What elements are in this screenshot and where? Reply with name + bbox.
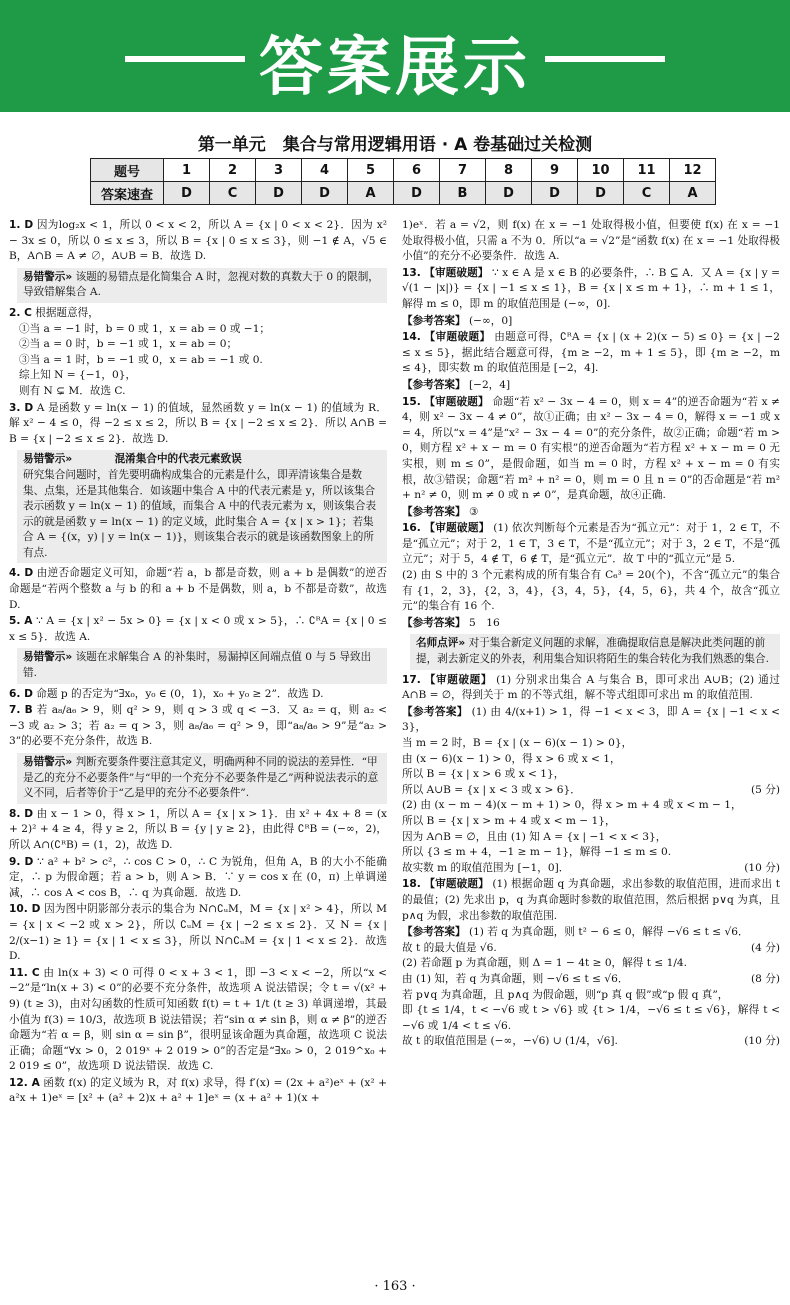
reference-answer-14 (402, 378, 780, 394)
question-number-label: 6. D (9, 687, 33, 700)
solution-text: A 是函数 y = ln(x − 1) 的值域，显然函数 y = ln(x − 1) 的值域为 R．解 x² − 4 ≤ 0，得 −2 ≤ x ≤ 2，所以 B = {x | −2 ≤ x ≤ 2}．所以 A∩B = B = {x | −2 ≤ x ≤ 2}．故选 D. (9, 401, 387, 445)
question-number-label: 14. (402, 331, 421, 344)
question-number: 2 (210, 159, 256, 182)
solution-text: (1) 根据命题 q 为真命题，求出参数的取值范围，进而求出 t 的最值；(2) 先求出 p，q 为真命题时参数的取值范围，然后根据 p∨q 为真，且 p∧q 为假，求出参数的取值范围. (402, 878, 781, 922)
answer-tag: 【参考答案】 (402, 705, 468, 718)
solution-4 (9, 566, 387, 613)
answer-value: 5 16 (468, 616, 500, 629)
solution-line: 所以 B = {x | x > m + 4 或 x < m − 1}， (402, 814, 616, 827)
solution-line: ①当 a = −1 时，b = 0 或 1，x = ab = 0 或 −1； (19, 322, 271, 335)
solution-line: ②当 a = 0 时，b = −1 或 1，x = ab = 0； (19, 338, 238, 351)
answer-letter: D (532, 182, 578, 205)
header-banner (0, 0, 790, 112)
answer-letter: A (348, 182, 394, 205)
answer-key-answer-row (91, 182, 716, 205)
note-heading: 易错警示» 混淆集合中的代表元素致误 (23, 453, 242, 466)
solution-text: ∵ A = {x | x² − 5x > 0} = {x | x < 0 或 x > 5}，∴ ∁ᴿA = {x | 0 ≤ x ≤ 5}．故选 A. (9, 615, 387, 643)
solution-line-text: 所以 A∪B = {x | x < 3 或 x > 6}． (402, 783, 581, 796)
solution-8 (9, 807, 387, 854)
solution-12-continued: 1)eˣ．若 a = √2，则 f(x) 在 x = −1 处取得极小值，但要使 f(x) 在 x = −1 处取得极小值，只需 a 不为 0．所以“a = √2”是“函数 f(x) 在 x = −1 处取得极小值”的充分不必要条件．故选 A. (402, 219, 780, 263)
answer-key-number-row (91, 159, 716, 182)
note-heading: 易错警示» (23, 756, 73, 768)
question-number: 1 (164, 159, 210, 182)
question-number: 9 (532, 159, 578, 182)
error-warning-note (17, 268, 387, 303)
solution-line (402, 1034, 780, 1050)
solution-line-text: 故 t 的最大值是 √6. (402, 941, 497, 954)
question-number: 12 (670, 159, 716, 182)
question-number: 6 (394, 159, 440, 182)
points-label: (10 分) (744, 1035, 780, 1048)
question-number-label: 5. A (9, 615, 33, 628)
solution-text: 由 x − 1 > 0，得 x > 1，所以 A = {x | x > 1}．由 x² + 4x + 8 = (x + 2)² + 4 ≥ 4，得 y ≥ 2，所以 B = {y | y ≥ 2}，由此得 ∁ᴿB = (−∞，2)，所以 A∩(∁ᴿB) = (1，2)，故选 D. (9, 807, 387, 851)
question-number-label: 8. D (9, 807, 34, 820)
answer-letter: C (624, 182, 670, 205)
teacher-comment-note (410, 634, 780, 669)
solution-12 (9, 1076, 387, 1107)
question-number: 10 (578, 159, 624, 182)
solution-text: 命题“若 x² − 3x − 4 = 0，则 x = 4”的逆否命题为“若 x ≠ 4，则 x² − 3x − 4 ≠ 0”，故①正确；由 x² − 3x − 4 = 0，解得 x = −1 或 x = 4，所以“x = 4”是“x² − 3x − 4 = 0”的充分条件，故②正确；命题“若 m > 0，则方程 x² + x − m = 0 有实根”的逆否命题为“若方程 x² + x − m = 0 无实根，则 m ≤ 0”，是假命题，如当 m = 0 时，方程 x² + x − m = 0 有实根，故③错误；命题“若 m² + n² = 0，则 m = 0 且 n = 0”的否命题是“若 m² + n² ≠ 0，则 m ≠ 0 或 n ≠ 0”，是真命题，故④正确. (402, 395, 780, 502)
answer-tag: 【参考答案】 (402, 314, 466, 327)
note-text: 对于集合新定义问题的求解，准确提取信息是解决此类问题的前提，剥去新定义的外表，利用集合知识将陌生的集合转化为我们熟悉的集合. (416, 637, 769, 666)
solution-18 (402, 877, 780, 924)
solution-9 (9, 855, 387, 902)
question-number-label: 9. D (9, 855, 34, 868)
reference-answer-13 (402, 314, 780, 330)
answer-tag: 【参考答案】 (402, 378, 466, 391)
answer-value: [−2，4] (468, 378, 511, 391)
analysis-tag: 【审题破题】 (424, 395, 489, 408)
question-number-label: 13. (402, 266, 421, 279)
reference-answer-17 (402, 705, 780, 877)
question-number-label: 1. D (9, 219, 34, 231)
solution-line-text: 故实数 m 的取值范围为 [−1，0]． (402, 861, 570, 874)
question-number-label: 2. C (9, 306, 32, 319)
answer-tag: 【参考答案】 (402, 505, 466, 518)
solution-line (402, 861, 780, 877)
solution-text: (2) 由 S 中的 3 个元素构成的所有集合有 C₆³ = 20(个)，不含“孤立元”的集合有 {1，2，3}，{2，3，4}，{3，4，5}，{4，5，6}，共 4 个，故含“孤立元”的集合有 16 个. (402, 569, 780, 613)
error-warning-note (17, 648, 387, 683)
solution-16 (402, 521, 780, 615)
answer-letter: D (256, 182, 302, 205)
solution-line: 即 {t ≤ 1/4，t < −√6 或 t > √6} 或 {t > 1/4，−√6 ≤ t ≤ √6}，解得 t < −√6 或 1/4 < t ≤ √6. (402, 1004, 780, 1032)
solution-text: 因为log₂x < 1，所以 0 < x < 2，所以 A = {x | 0 < x < 2}．因为 x² − 3x ≤ 0，所以 0 ≤ x ≤ 3，所以 B = {x | 0 ≤ x ≤ 3}，则 −1 ∉ A，√5 ∈ B，A∩B = A ≠ ∅，A∪B = B．故选 D. (9, 219, 387, 263)
answer-letter: D (302, 182, 348, 205)
solution-11 (9, 966, 387, 1075)
solution-line (402, 941, 780, 957)
solution-text: (1) 分别求出集合 A 与集合 B，即可求出 A∪B；(2) 通过 A∩B = ∅，得到关于 m 的不等式组，解不等式组即可求出 m 的取值范围. (402, 673, 781, 702)
solution-text: (1) 依次判断每个元素是否为“孤立元”：对于 1，2 ∈ T，不是“孤立元”；对于 2，1 ∈ T，3 ∈ T，不是“孤立元”；对于 3，2 ∈ T，不是“孤立元”；对于 5，4 ∉ T，6 ∉ T，是“孤立元”．故 T 中的“孤立元”是 5. (402, 522, 780, 566)
note-text: 该题的易错点是化简集合 A 时，忽视对数的真数大于 0 的限制，导致错解集合 A. (23, 270, 379, 299)
solution-14 (402, 330, 780, 377)
solution-text: 由逆否命题定义可知，命题“若 a，b 都是奇数，则 a + b 是偶数”的逆否命题是“若两个整数 a 与 b 的和 a + b 不是偶数，则 a，b 不都是奇数”，故选 D. (9, 567, 387, 611)
answer-letter: D (578, 182, 624, 205)
solution-line: 当 m = 2 时，B = {x | (x − 6)(x − 1) > 0}， (402, 737, 633, 749)
question-number-label: 16. (402, 522, 421, 535)
reference-answer-16 (402, 616, 780, 632)
solution-text: 因为图中阴影部分表示的集合为 N∩∁ᵤM，M = {x | x² > 4}，所以 M = {x | x < −2 或 x > 2}，所以 ∁ᵤM = {x | −2 ≤ x ≤ 2}．又 N = {x | 2/(x−1) ≥ 1} = {x | 1 < x ≤ 3}，所以 N∩∁ᵤM = {x | 1 < x ≤ 2}．故选 D. (9, 903, 388, 963)
question-number-label: 18. (402, 878, 421, 891)
solution-text: ∵ x ∈ A 是 x ∈ B 的必要条件，∴ B ⊆ A．又 A = {x | y = √(1 − |x|)} = {x | −1 ≤ x ≤ 1}，B = {x | x ≤ m + 1}，∴ m + 1 ≤ 1，解得 m ≤ 0，即 m 的取值范围是 (−∞，0]. (402, 266, 780, 310)
answer-value: ③ (468, 505, 479, 518)
answer-letter: A (670, 182, 716, 205)
solution-line: 因为 A∩B = ∅，且由 (1) 知 A = {x | −1 < x < 3}， (402, 830, 667, 843)
question-number: 11 (624, 159, 670, 182)
unit-title: 第一单元 集合与常用逻辑用语 · A 卷基础过关检测 (197, 135, 593, 155)
note-heading: 易错警示» (23, 270, 73, 283)
question-number-label: 3. D (9, 401, 34, 414)
solution-text: 由 ln(x + 3) < 0 可得 0 < x + 3 < 1，即 −3 < x < −2，所以“x < −2”是“ln(x + 3) < 0”的必要不充分条件，故选项 A 说法错误；令 t = √(x² + 9) (t ≥ 3)，由对勾函数的性质可知函数 f(t) = t + 1/t (t ≥ 3) 单调递增，其最小值为 f(3) = 10/3，故选项 B 说法错误；若“sin α ≠ sin β，则 α ≠ β”的逆否命题为“若 α = β，则 sin α = sin β”，很明显该命题为真命题，故选项 C 说法正确；命题“∀x > 0，2 019ˣ + 2 019 > 0”的否定是“∃x₀ > 0，2 019^x₀ + 2 019 ≤ 0”，故选项 D 说法错误．故选 C. (9, 966, 388, 1073)
solution-1 (9, 218, 387, 265)
question-number-label: 17. (402, 673, 421, 686)
error-warning-note (17, 753, 387, 804)
answer-letter: D (486, 182, 532, 205)
question-number: 3 (256, 159, 302, 182)
answer-tag: 【参考答案】 (402, 926, 466, 939)
reference-answer-18 (402, 925, 780, 1050)
solution-line-text: 故 t 的取值范围是 (−∞，−√6) ∪ (1/4，√6]. (402, 1035, 618, 1048)
page-number: · 163 · (374, 1279, 416, 1294)
reference-answer-15 (402, 505, 780, 521)
question-number: 8 (486, 159, 532, 182)
answer-letter: D (394, 182, 440, 205)
question-number-label: 12. A (9, 1076, 40, 1089)
points-label: (8 分) (751, 972, 780, 985)
answer-letter: B (440, 182, 486, 205)
question-number: 5 (348, 159, 394, 182)
analysis-tag: 【审题破题】 (424, 331, 491, 344)
answer-value: (−∞，0] (468, 314, 513, 327)
solution-text: 若 a₈/a₆ > 9，则 q² > 9，则 q > 3 或 q < −3．又 a₂ = q，则 a₂ < −3 或 a₂ > 3；若 a₂ = q > 3，则 a₈/a₆ = q² > 9，即“a₈/a₆ > 9”是“a₂ > 3”的必要不充分条件，故选 B. (9, 704, 387, 748)
solution-line: 根据题意得， (35, 306, 99, 319)
points-label: (5 分) (751, 783, 780, 796)
solution-line (402, 783, 780, 799)
question-number-label: 4. D (9, 567, 34, 580)
solution-15 (402, 395, 780, 504)
solution-line: (2) 由 (x − m − 4)(x − m + 1) > 0，得 x > m + 4 或 x < m − 1， (402, 799, 742, 812)
note-heading: 易错警示» (23, 651, 73, 664)
note-text: 该题在求解集合 A 的补集时，易漏掉区间端点值 0 与 5 导致出错. (23, 651, 372, 680)
analysis-tag: 【审题破题】 (424, 266, 489, 279)
note-heading: 名师点评» (416, 637, 466, 650)
solution-text: 函数 f(x) 的定义域为 R，对 f(x) 求导，得 f′(x) = (2x + a²)eˣ + (x² + a²x + 1)eˣ = [x² + (a² + 2)x + a² + 1]eˣ = (x + a² + 1)(x + (9, 1076, 387, 1105)
note-text: 判断充要条件要注意其定义，明确两种不同的说法的差异性．“甲是乙的充分不必要条件”与“甲的一个充分不必要条件是乙”两种说法表示的意义不同，后者等价于“乙是甲的充分不必要条件”. (23, 756, 379, 800)
banner-divider-right (545, 56, 665, 62)
answer-letter: C (210, 182, 256, 205)
solution-text: 命题 p 的否定为“∃x₀，y₀ ∈ (0，1)，x₀ + y₀ ≥ 2”．故选 D. (36, 687, 324, 700)
question-number-label: 11. C (9, 966, 40, 979)
analysis-tag: 【审题破题】 (424, 673, 493, 686)
solution-17 (402, 673, 780, 704)
solution-line (402, 972, 780, 988)
solution-2 (9, 306, 387, 400)
solution-line: (1) 若 q 为真命题，则 t² − 6 ≤ 0，解得 −√6 ≤ t ≤ √6． (468, 926, 749, 939)
points-label: (10 分) (744, 861, 780, 874)
question-number-label: 7. B (9, 704, 33, 717)
solution-line: 所以 {3 ≤ m + 4，−1 ≥ m − 1}，解得 −1 ≤ m ≤ 0. (402, 846, 672, 859)
question-number: 7 (440, 159, 486, 182)
solution-7 (9, 703, 387, 750)
solution-text: 由题意可得，∁ᴿA = {x | (x + 2)(x − 5) ≤ 0} = {x | −2 ≤ x ≤ 5}，据此结合题意可得，{m ≥ −2，m + 1 ≤ 5}，即 {m ≥ −2，m ≤ 4}，即实数 m 的取值范围是 [−2，4]. (402, 331, 781, 375)
answer-key-row-label: 题号 (91, 159, 164, 182)
analysis-tag: 【审题破题】 (424, 522, 490, 535)
solution-line: (1) 由 4/(x+1) > 1，得 −1 < x < 3，即 A = {x | −1 < x < 3}， (402, 705, 780, 734)
question-number-label: 15. (402, 395, 421, 408)
solution-3 (9, 401, 387, 448)
solution-text: ∵ a² + b² > c²，∴ cos C > 0，∴ C 为锐角，但角 A，B 的大小不能确定，∴ p 为假命题；若 a > b，则 A > B．∵ y = cos x 在 (0，π) 上单调递减，∴ cos A < cos B，∴ q 为真命题．故选 D. (9, 855, 387, 899)
solution-line: 所以 B = {x | x > 6 或 x < 1}， (402, 768, 565, 781)
solution-line-text: 由 (1) 知，若 q 为真命题，则 −√6 ≤ t ≤ √6． (402, 972, 629, 985)
analysis-tag: 【审题破题】 (424, 878, 489, 891)
banner-title: 答案展示 (259, 31, 531, 105)
answer-tag: 【参考答案】 (402, 616, 466, 629)
left-column (9, 218, 387, 1108)
solution-5 (9, 614, 387, 645)
note-text: 研究集合问题时，首先要明确构成集合的元素是什么，即弄清该集合是数集、点集，还是其他集合．如该题中集合 A 中的代表元素是 y，所以该集合表示函数 y = ln(x − 1) 的值域，而集合 A 中的代表元素为 x，则该集合表示的就是函数 y = ln(x − 1) 的定义域，此时集合 A = {x | x > 1}；若集合 A = {(x，y) | y = ln(x − 1)}，则该集合表示的就是该函数图象上的所有点. (23, 468, 377, 559)
points-label: (4 分) (751, 941, 780, 954)
solution-line: ③当 a = 1 时，b = −1 或 0，x = ab = −1 或 0. (19, 353, 263, 366)
answer-key-table (90, 158, 716, 205)
question-number: 4 (302, 159, 348, 182)
solution-6 (9, 687, 387, 703)
solution-10 (9, 902, 387, 964)
solution-line: 若 p∨q 为真命题，且 p∧q 为假命题，则“p 真 q 假”或“p 假 q 真”， (402, 988, 729, 1001)
answer-letter: D (164, 182, 210, 205)
error-warning-note (17, 450, 387, 563)
solution-line: 由 (x − 6)(x − 1) > 0，得 x > 6 或 x < 1， (402, 752, 621, 765)
answer-key-row-label: 答案速查 (91, 182, 164, 205)
solution-line: (2) 若命题 p 为真命题，则 Δ = 1 − 4t ≥ 0，解得 t ≤ 1/4. (402, 957, 687, 970)
solution-13 (402, 266, 780, 313)
right-column (402, 218, 780, 1051)
question-number-label: 10. D (9, 903, 41, 916)
solution-line: 则有 N ⊊ M．故选 C. (19, 384, 126, 397)
solution-line: 综上知 N = {−1，0}， (19, 369, 137, 382)
